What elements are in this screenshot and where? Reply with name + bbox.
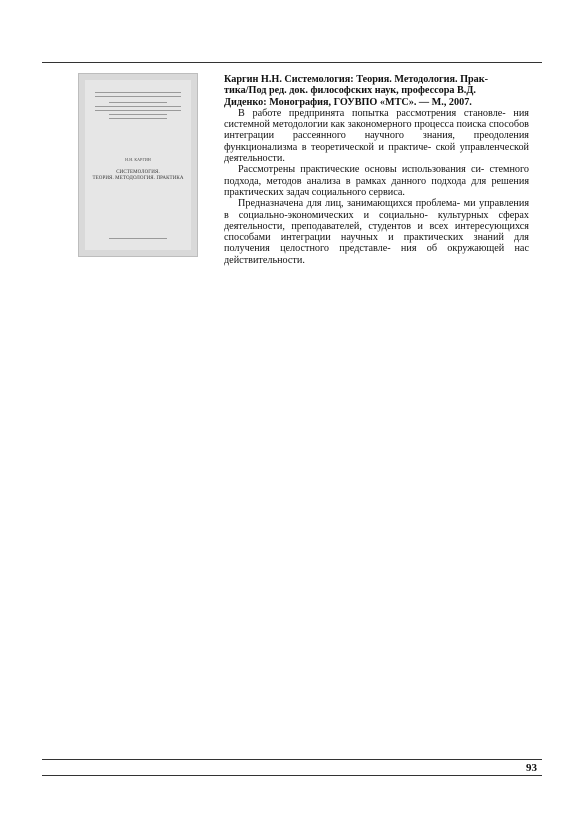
heading-line: Каргин Н.Н. Системология: Теория. Методология. Прак- [224,74,489,85]
page-number: 93 [526,762,537,774]
book-annotation [224,74,529,266]
cover-footer-line [109,238,167,239]
cover-header-line [95,110,181,111]
cover-header-line [95,96,181,97]
annotation-paragraph-3: Предназначена для лиц, занимающихся проблема- ми управления в социально-экономических и социально- культурных сферах деятельности, преподавателей, студентов и всех интересующихся способами интеграции научных и практических знаний для получения целостного представле- ния об окружающей нас действительности. [224,198,530,266]
heading-line: тика/Под ред. док. философских наук, профессора В.Д. [224,85,476,97]
cover-header-line [109,118,167,119]
annotation-paragraph-1: В работе предпринята попытка рассмотрения становле- ния системной методологии как закономерного процесса поиска способов интеграции рассеянного научного знания, преодоления функционализма в теоретической и практиче- ской управленческой деятельности. [224,107,529,165]
book-cover-face [85,80,191,250]
cover-header-line [95,106,181,107]
cover-header-line [95,92,181,93]
cover-title-line: ТЕОРИЯ. МЕТОДОЛОГИЯ. ПРАКТИКА [92,176,184,181]
cover-title-line: СИСТЕМОЛОГИЯ. [116,170,160,175]
top-rule [42,62,542,63]
book-cover-image [78,73,198,257]
footer-rule-upper [42,759,542,760]
book-citation-heading [224,74,529,108]
annotation-paragraph-2: Рассмотрены практические основы использования си- стемного подхода, методов анализа в рамках данного подхода для решения практических задач социального сервиса. [224,164,530,198]
heading-line: Диденко: Монография, ГОУВПО «МТС». — М., 2007. [224,96,472,108]
cover-header-line [109,114,167,115]
cover-header-line [109,102,167,103]
cover-title [89,170,187,182]
footer-rule-lower [42,775,542,776]
cover-author: Н.Н. КАРГИН [125,157,151,162]
